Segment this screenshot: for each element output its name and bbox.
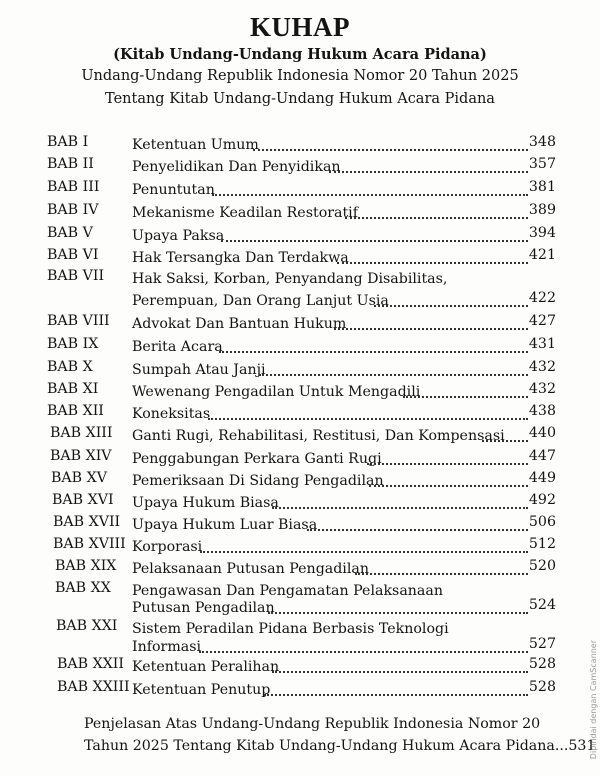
toc-dot-leader [307,529,528,531]
toc-page-number: 527 [528,636,556,652]
law-name-line: Undang-Undang Republik Indonesia Nomor 20 Tahun 2025 [81,68,519,84]
toc-title: Pemeriksaan Di Sidang Pengadilan [132,473,384,489]
toc-bab-label: BAB XIII [50,425,113,441]
toc-title: Koneksitas [132,406,211,422]
toc-page-number: 432 [528,381,556,397]
toc-bab-label: BAB VII [47,268,105,284]
penjelasan-line-1: Penjelasan Atas Undang-Undang Republik Indonesia Nomor 20 [84,716,541,732]
toc-bab-label: BAB X [47,359,93,375]
toc-dot-leader [221,240,528,242]
toc-dot-leader [268,612,528,614]
penjelasan-text: Tahun 2025 Tentang Kitab Undang-Undang Hukum Acara Pidana... [84,738,569,754]
toc-page-number: 440 [528,425,556,441]
toc-dot-leader [345,217,528,219]
toc-page-number: 348 [528,134,556,150]
toc-bab-label: BAB VI [47,247,99,263]
toc-dot-leader [200,551,528,553]
toc-page-number: 492 [528,492,556,508]
document-title: KUHAP [250,12,350,42]
toc-bab-label: BAB XXIII [57,679,130,695]
penjelasan-line-2 [84,738,596,754]
toc-page-number: 506 [528,514,556,530]
toc-title: Korporasi [132,539,203,555]
toc-title: Hak Tersangka Dan Terdakwa [132,250,349,266]
toc-page-number: 381 [528,179,556,195]
toc-dot-leader [482,440,528,442]
toc-title: Berita Acara [132,339,223,355]
scanner-watermark: Dipindai dengan CamScanner [589,640,598,760]
toc-bab-label: BAB VIII [47,313,110,329]
toc-dot-leader [403,396,528,398]
toc-title: Ganti Rugi, Rehabilitasi, Restitusi, Dan Kompensasi [132,428,505,444]
toc-dot-leader [355,573,527,575]
toc-bab-label: BAB XVIII [53,536,126,552]
toc-bab-label: BAB XVII [53,514,121,530]
toc-dot-leader [329,171,528,173]
toc-dot-leader [259,374,528,376]
toc-dot-leader [367,463,528,465]
toc-page-number: 357 [528,156,556,172]
toc-dot-leader [264,694,528,696]
toc-bab-label: BAB XI [47,381,99,397]
toc-title: Penuntutan [132,182,215,198]
toc-page-number: 422 [528,290,556,306]
toc-bab-label: BAB III [47,179,100,195]
toc-bab-label: BAB XXI [56,618,118,634]
toc-bab-label: BAB II [47,156,94,172]
toc-title: Penggabungan Perkara Ganti Rugi [132,451,382,467]
toc-page-number: 389 [528,202,556,218]
toc-page-number: 431 [528,336,556,352]
toc-title: Ketentuan Penutup [132,682,271,698]
toc-dot-leader [199,651,528,653]
toc-title-continued: Putusan Pengadilan [132,600,275,616]
toc-title: Hak Saksi, Korban, Penyandang Disabilitas, [132,271,448,287]
toc-page-number: 447 [528,448,556,464]
toc-title: Pelaksanaan Putusan Pengadilan [132,561,369,577]
toc-bab-label: BAB IV [47,202,99,218]
toc-page-number: 528 [528,679,556,695]
toc-dot-leader [219,351,527,353]
toc-title: Mekanisme Keadilan Restoratif [132,205,358,221]
toc-page-number: 512 [528,536,556,552]
toc-page-number: 520 [528,558,556,574]
toc-bab-label: BAB XII [47,403,104,419]
toc-title: Pengawasan Dan Pengamatan Pelaksanaan [132,583,443,599]
toc-dot-leader [334,328,528,330]
toc-dot-leader [208,418,528,420]
toc-title: Wewenang Pengadilan Untuk Mengadili [132,384,421,400]
document-subtitle: (Kitab Undang-Undang Hukum Acara Pidana) [113,46,487,63]
toc-page-number: 528 [528,656,556,672]
toc-page-number: 438 [528,403,556,419]
toc-page-number: 432 [528,359,556,375]
toc-dot-leader [369,485,528,487]
toc-title: Ketentuan Umum [132,137,259,153]
law-topic-line: Tentang Kitab Undang-Undang Hukum Acara Pidana [105,91,495,107]
toc-bab-label: BAB XX [55,580,111,596]
toc-page-number: 421 [528,247,556,263]
toc-bab-label: BAB XXII [57,656,125,672]
toc-title-continued: Perempuan, Dan Orang Lanjut Usia [132,293,389,309]
toc-bab-label: BAB XV [51,470,107,486]
toc-dot-leader [253,149,528,151]
toc-dot-leader [272,507,528,509]
toc-title: Upaya Hukum Biasa [132,495,279,511]
toc-page-number: 427 [528,313,556,329]
toc-page-number: 524 [528,597,556,613]
penjelasan-page: 531 [568,738,596,754]
toc-title: Upaya Hukum Luar Biasa [132,517,318,533]
toc-bab-label: BAB I [47,134,89,150]
toc-bab-label: BAB IX [47,336,99,352]
toc-dot-leader [212,194,528,196]
toc-title: Penyelidikan Dan Penyidikan [132,159,341,175]
toc-bab-label: BAB V [47,225,93,241]
toc-bab-label: BAB XIX [55,558,117,574]
toc-dot-leader [272,671,528,673]
toc-title: Ketentuan Peralihan [132,659,280,675]
toc-title: Upaya Paksa [132,228,225,244]
toc-page-number: 394 [528,225,556,241]
toc-bab-label: BAB XVI [52,492,114,508]
toc-title: Sumpah Atau Janji [132,362,266,378]
toc-title-continued: Informasi [132,639,202,655]
toc-page-number: 449 [528,470,556,486]
toc-title: Advokat Dan Bantuan Hukum [132,316,347,332]
toc-dot-leader [337,262,528,264]
toc-dot-leader [374,305,528,307]
toc-title: Sistem Peradilan Pidana Berbasis Teknologi [132,621,449,637]
toc-bab-label: BAB XIV [50,448,112,464]
